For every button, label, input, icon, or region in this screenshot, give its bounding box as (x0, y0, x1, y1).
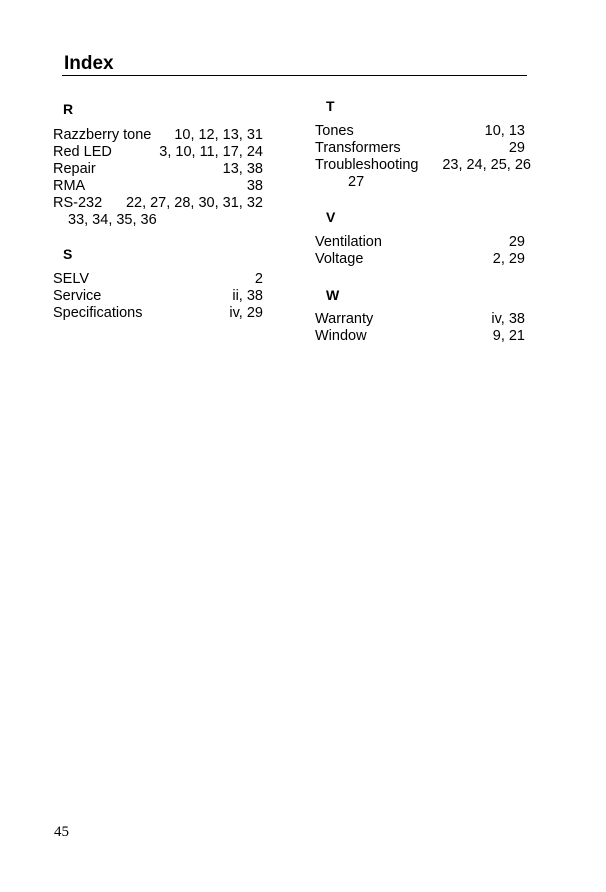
index-pages: 2 (254, 271, 263, 287)
index-term: Window (315, 328, 367, 344)
section-letter: T (326, 98, 335, 114)
index-pages: 13, 38 (222, 161, 263, 177)
index-pages: 23, 24, 25, 26 (442, 157, 531, 173)
index-entry (315, 234, 525, 251)
index-entry (315, 157, 531, 174)
index-entry (315, 140, 525, 157)
index-pages: 29 (508, 234, 525, 250)
index-pages: 2, 29 (492, 251, 525, 267)
index-entry (53, 178, 263, 195)
index-pages-continued: 33, 34, 35, 36 (68, 212, 157, 228)
section-letter: S (63, 246, 73, 262)
section-letter: W (326, 287, 340, 303)
index-pages: iv, 38 (491, 311, 525, 327)
index-term: Razzberry tone (53, 127, 152, 143)
index-term: RS-232 (53, 195, 103, 211)
index-term: Service (53, 288, 102, 304)
index-entry (53, 288, 263, 305)
index-pages: 9, 21 (492, 328, 525, 344)
index-entry (53, 161, 263, 178)
index-entry (315, 328, 525, 345)
index-term: Red LED (53, 144, 112, 160)
index-entry (53, 305, 263, 322)
index-term: Troubleshooting (315, 157, 419, 173)
index-entry-continuation (53, 212, 263, 229)
index-term: RMA (53, 178, 86, 194)
index-entry (53, 195, 263, 212)
index-pages: iv, 29 (229, 305, 263, 321)
index-pages: 3, 10, 11, 17, 24 (159, 144, 263, 160)
index-entry-continuation (315, 174, 531, 191)
index-entry (315, 123, 525, 140)
index-pages: 10, 13 (484, 123, 525, 139)
index-term: Tones (315, 123, 354, 139)
page-number: 45 (54, 824, 69, 840)
index-pages: 29 (508, 140, 525, 156)
index-term: Specifications (53, 305, 143, 321)
index-entry (53, 127, 263, 144)
index-term: Ventilation (315, 234, 382, 250)
index-pages: 10, 12, 13, 31 (174, 127, 263, 143)
index-pages: 22, 27, 28, 30, 31, 32 (125, 195, 263, 211)
index-term: SELV (53, 271, 90, 287)
index-pages: ii, 38 (232, 288, 263, 304)
index-pages: 38 (246, 178, 263, 194)
index-entry (53, 144, 263, 161)
index-term: Warranty (315, 311, 374, 327)
index-pages-continued: 27 (348, 174, 365, 190)
index-entry (53, 271, 263, 288)
title-divider (62, 75, 527, 76)
section-letter: R (63, 101, 74, 117)
page-title: Index (64, 53, 114, 74)
index-entry (315, 311, 525, 328)
index-term: Transformers (315, 140, 401, 156)
section-letter: V (326, 209, 336, 225)
index-term: Repair (53, 161, 96, 177)
index-entry (315, 251, 525, 268)
index-term: Voltage (315, 251, 364, 267)
